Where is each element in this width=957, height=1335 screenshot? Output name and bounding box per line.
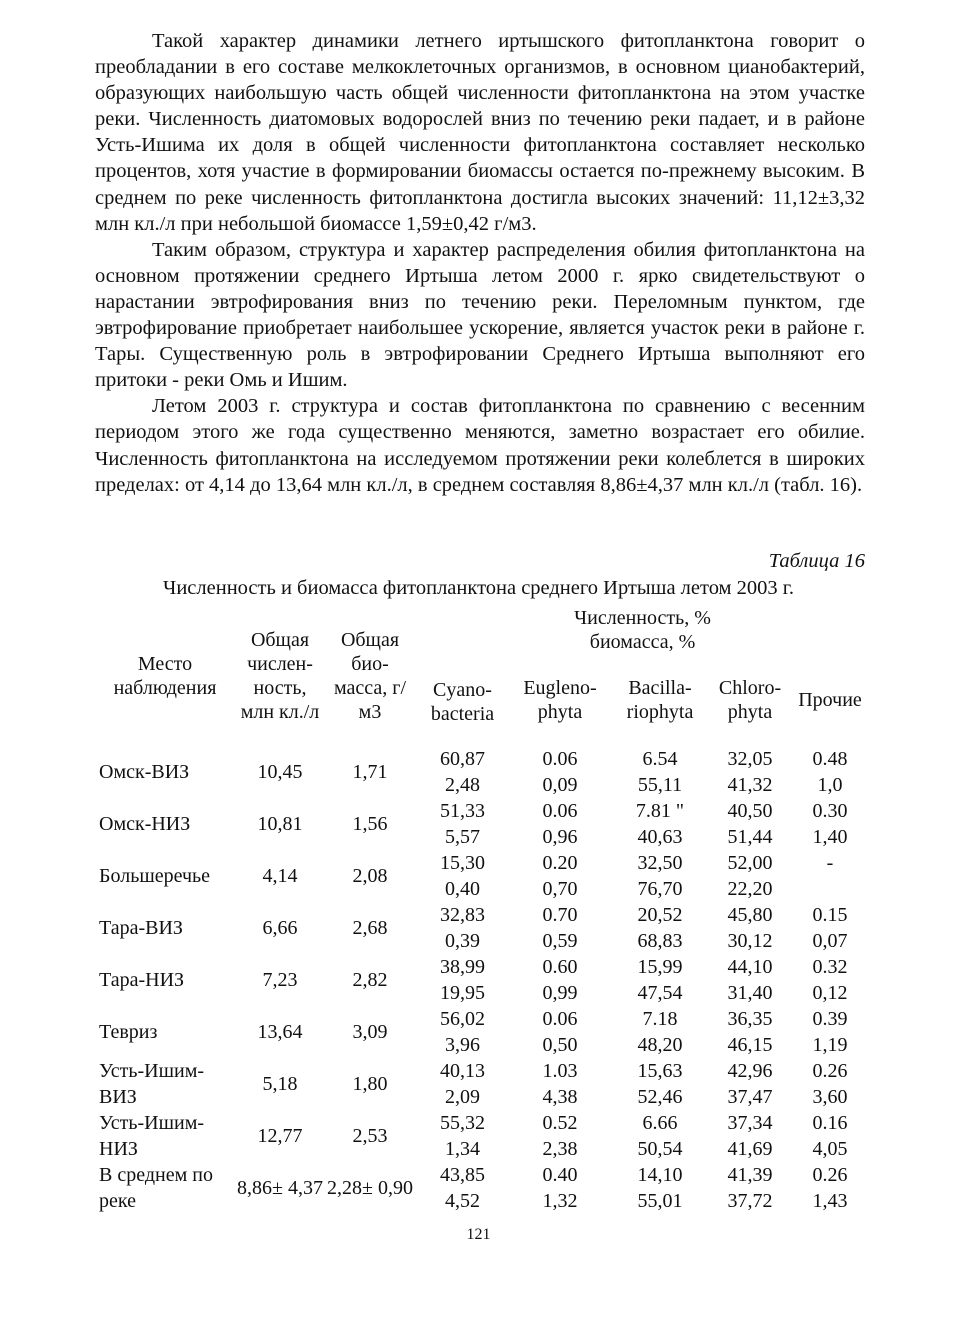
cell-bacilla-biomass: 52,46 (637, 1086, 683, 1108)
cell-other-count: 0.30 (812, 800, 848, 822)
cell-chloro-biomass: 41,69 (727, 1138, 773, 1160)
cell-chloro-biomass: 37,47 (727, 1086, 773, 1108)
cell-other-biomass: 1,19 (812, 1034, 848, 1056)
cell-total-count: 12,77 (257, 1125, 303, 1147)
table-row (95, 902, 870, 928)
cell-total-biomass: 1,71 (352, 761, 388, 783)
cell-chloro-count: 36,35 (727, 1008, 773, 1030)
cell-eugleno-count: 0.40 (542, 1164, 578, 1186)
cell-cyano-count: 43,85 (440, 1164, 485, 1186)
cell-eugleno-biomass: 2,38 (542, 1138, 578, 1160)
cell-eugleno-count: 1.03 (542, 1060, 578, 1082)
cell-bacilla-count: 20,52 (637, 904, 683, 926)
cell-other-biomass: 0,07 (812, 930, 848, 952)
cell-chloro-count: 45,80 (727, 904, 773, 926)
cell-eugleno-count: 0.60 (542, 956, 578, 978)
cell-site: Усть-Ишим-НИЗ (99, 1112, 205, 1160)
table-number: Таблица 16 (768, 550, 865, 572)
cell-chloro-count: 40,50 (727, 800, 773, 822)
cell-chloro-count: 32,05 (727, 748, 773, 770)
header-group-line2: биомасса, % (589, 631, 696, 653)
cell-bacilla-count: 7.81 " (635, 800, 685, 822)
cell-total-count: 5,18 (262, 1073, 298, 1095)
table-row (95, 1110, 870, 1136)
header-chloro: Chloro-phyta (718, 677, 782, 723)
table-row (95, 1162, 870, 1188)
cell-site: Тара-НИЗ (99, 969, 185, 991)
cell-bacilla-biomass: 47,54 (637, 982, 683, 1004)
cell-eugleno-biomass: 4,38 (542, 1086, 578, 1108)
cell-other-count: 0.26 (812, 1060, 848, 1082)
cell-site: Большеречье (99, 865, 211, 887)
cell-chloro-count: 42,96 (727, 1060, 773, 1082)
cell-eugleno-biomass: 0,70 (542, 878, 578, 900)
table-row (95, 954, 870, 980)
cell-chloro-count: 52,00 (727, 852, 773, 874)
cell-site: Усть-Ишим-ВИЗ (99, 1060, 205, 1108)
cell-bacilla-count: 14,10 (637, 1164, 683, 1186)
cell-cyano-count: 32,83 (440, 904, 485, 926)
cell-site: Тара-ВИЗ (99, 917, 183, 939)
header-group (415, 606, 870, 654)
table-row (95, 1058, 870, 1084)
table-row (95, 746, 870, 772)
cell-other-biomass: 3,60 (812, 1086, 848, 1108)
cell-chloro-biomass: 30,12 (727, 930, 773, 952)
cell-chloro-biomass: 31,40 (727, 982, 773, 1004)
table-row (95, 1006, 870, 1032)
cell-total-biomass: 3,09 (352, 1021, 388, 1043)
cell-eugleno-biomass: 0,99 (542, 982, 578, 1004)
cell-total-biomass: 1,56 (352, 813, 388, 835)
cell-cyano-count: 51,33 (440, 800, 485, 822)
cell-other-biomass: 0,12 (812, 982, 848, 1004)
cell-eugleno-count: 0.06 (542, 1008, 578, 1030)
cell-total-biomass: 2,28± 0,90 (327, 1177, 413, 1199)
cell-bacilla-count: 15,99 (637, 956, 683, 978)
cell-cyano-biomass: 0,40 (445, 878, 480, 900)
cell-other-count: 0.32 (812, 956, 848, 978)
cell-cyano-biomass: 3,96 (445, 1034, 480, 1056)
table-row (95, 850, 870, 876)
cell-other-count: - (826, 852, 834, 874)
cell-cyano-biomass: 0,39 (445, 930, 480, 952)
cell-chloro-biomass: 37,72 (727, 1190, 773, 1212)
body-text (95, 28, 865, 498)
cell-site: Омск-ВИЗ (99, 761, 190, 783)
cell-other-count: 0.39 (812, 1008, 848, 1030)
cell-eugleno-biomass: 1,32 (542, 1190, 578, 1212)
cell-eugleno-biomass: 0,50 (542, 1034, 578, 1056)
cell-site: Омск-НИЗ (99, 813, 191, 835)
cell-other-count: 0.16 (812, 1112, 848, 1134)
cell-other-count: 0.15 (812, 904, 848, 926)
cell-eugleno-count: 0.20 (542, 852, 578, 874)
cell-eugleno-count: 0.06 (542, 748, 578, 770)
cell-bacilla-biomass: 40,63 (637, 826, 683, 848)
table-body (95, 746, 870, 1214)
cell-total-count: 4,14 (262, 865, 298, 887)
table-title: Численность и биомасса фитопланктона среднего Иртыша летом 2003 г. (163, 577, 794, 599)
cell-total-biomass: 2,53 (352, 1125, 388, 1147)
cell-bacilla-count: 7.18 (642, 1008, 678, 1030)
cell-cyano-biomass: 2,09 (445, 1086, 480, 1108)
header-cyano: Cyano-bacteria (430, 679, 495, 725)
cell-bacilla-count: 32,50 (637, 852, 683, 874)
cell-cyano-biomass: 4,52 (445, 1190, 480, 1212)
header-total-count: Общая числен-ность, млн кл./л (240, 629, 320, 723)
cell-chloro-count: 37,34 (727, 1112, 773, 1134)
cell-total-biomass: 2,08 (352, 865, 388, 887)
cell-eugleno-biomass: 0,09 (542, 774, 578, 796)
cell-total-count: 7,23 (262, 969, 298, 991)
cell-eugleno-count: 0.52 (542, 1112, 578, 1134)
cell-other-biomass: 1,43 (812, 1190, 848, 1212)
cell-bacilla-biomass: 76,70 (637, 878, 683, 900)
cell-other-biomass: 1,40 (812, 826, 848, 848)
cell-total-count: 6,66 (262, 917, 298, 939)
cell-cyano-count: 40,13 (440, 1060, 485, 1082)
cell-cyano-count: 56,02 (440, 1008, 485, 1030)
cell-eugleno-count: 0.06 (542, 800, 578, 822)
header-total-biomass: Общая био-масса, г/м3 (333, 629, 407, 723)
header-other: Прочие (798, 689, 862, 711)
header-bacilla: Bacilla-riophyta (626, 677, 694, 723)
cell-bacilla-count: 15,63 (637, 1060, 683, 1082)
cell-bacilla-count: 6.54 (642, 748, 678, 770)
header-group-line1: Численность, % (574, 607, 711, 629)
cell-bacilla-biomass: 55,01 (637, 1190, 683, 1212)
cell-cyano-count: 60,87 (440, 748, 485, 770)
cell-eugleno-count: 0.70 (542, 904, 578, 926)
cell-cyano-count: 38,99 (440, 956, 485, 978)
cell-cyano-biomass: 5,57 (445, 826, 480, 848)
cell-bacilla-biomass: 68,83 (637, 930, 683, 952)
cell-total-count: 13,64 (257, 1021, 303, 1043)
cell-other-biomass (790, 876, 870, 902)
header-eugleno: Eugleno-phyta (523, 677, 597, 723)
cell-chloro-biomass: 41,32 (727, 774, 773, 796)
cell-chloro-count: 44,10 (727, 956, 773, 978)
cell-cyano-biomass: 2,48 (445, 774, 480, 796)
phytoplankton-table (95, 606, 870, 1214)
cell-total-biomass: 1,80 (352, 1073, 388, 1095)
cell-cyano-count: 55,32 (440, 1112, 485, 1134)
cell-total-count: 8,86± 4,37 (237, 1177, 323, 1199)
paragraph-3: Летом 2003 г. структура и состав фитопланктона по сравнению с весенним периодом этого же года существенно меняются, заметно возрастает его обилие. Численность фитопланктона на исследуемом протяжении реки колеблется в широких пределах: от 4,14 до 13,64 млн кл./л, в среднем составляя 8,86±4,37 млн кл./л (табл. 16). (95, 395, 865, 496)
cell-eugleno-biomass: 0,59 (542, 930, 578, 952)
cell-cyano-biomass: 19,95 (440, 982, 485, 1004)
cell-other-count: 0.48 (812, 748, 848, 770)
cell-bacilla-biomass: 48,20 (637, 1034, 683, 1056)
cell-bacilla-count: 6.66 (642, 1112, 678, 1134)
cell-other-count: 0.26 (812, 1164, 848, 1186)
paragraph-2: Таким образом, структура и характер распределения обилия фитопланктона на основном протяжении среднего Иртыша летом 2000 г. ярко свидетельствуют о нарастании эвтрофирования вниз по течению реки. Переломным пунктом, где эвтрофирование приобретает наибольшее ускорение, является участок реки в районе г. Тары. Существенную роль в эвтрофировании Среднего Иртыша выполняют его притоки - реки Омь и Ишим. (95, 238, 865, 392)
cell-total-biomass: 2,68 (352, 917, 388, 939)
cell-chloro-count: 41,39 (727, 1164, 773, 1186)
cell-other-biomass: 1,0 (817, 774, 843, 796)
cell-chloro-biomass: 46,15 (727, 1034, 773, 1056)
cell-chloro-biomass: 22,20 (727, 878, 773, 900)
table-row (95, 798, 870, 824)
cell-site: Тевриз (99, 1021, 158, 1043)
cell-total-biomass: 2,82 (352, 969, 388, 991)
cell-eugleno-biomass: 0,96 (542, 826, 578, 848)
cell-site: В среднем по реке (99, 1164, 213, 1212)
cell-total-count: 10,81 (257, 813, 303, 835)
header-site: Место наблюдения (113, 653, 217, 699)
page-number: 121 (466, 1226, 491, 1243)
cell-other-biomass: 4,05 (812, 1138, 848, 1160)
cell-bacilla-biomass: 55,11 (637, 774, 683, 796)
cell-total-count: 10,45 (257, 761, 303, 783)
cell-chloro-biomass: 51,44 (727, 826, 773, 848)
cell-bacilla-biomass: 50,54 (637, 1138, 683, 1160)
cell-cyano-biomass: 1,34 (445, 1138, 480, 1160)
paragraph-1: Такой характер динамики летнего иртышского фитопланктона говорит о преобладании в его составе мелкоклеточных организмов, в основном цианобактерий, образующих наибольшую часть общей численности фитопланктона на этом участке реки. Численность диатомовых водорослей вниз по течению реки падает, и в районе Усть-Ишима их доля в общей численности фитопланктона составляет несколько процентов, хотя участие в формировании биомассы остается по-прежнему высоким. В среднем по реке численность фитопланктона достигла высоких значений: 11,12±3,32 млн кл./л при небольшой биомассе 1,59±0,42 г/м3. (95, 30, 865, 235)
cell-cyano-count: 15,30 (440, 852, 485, 874)
